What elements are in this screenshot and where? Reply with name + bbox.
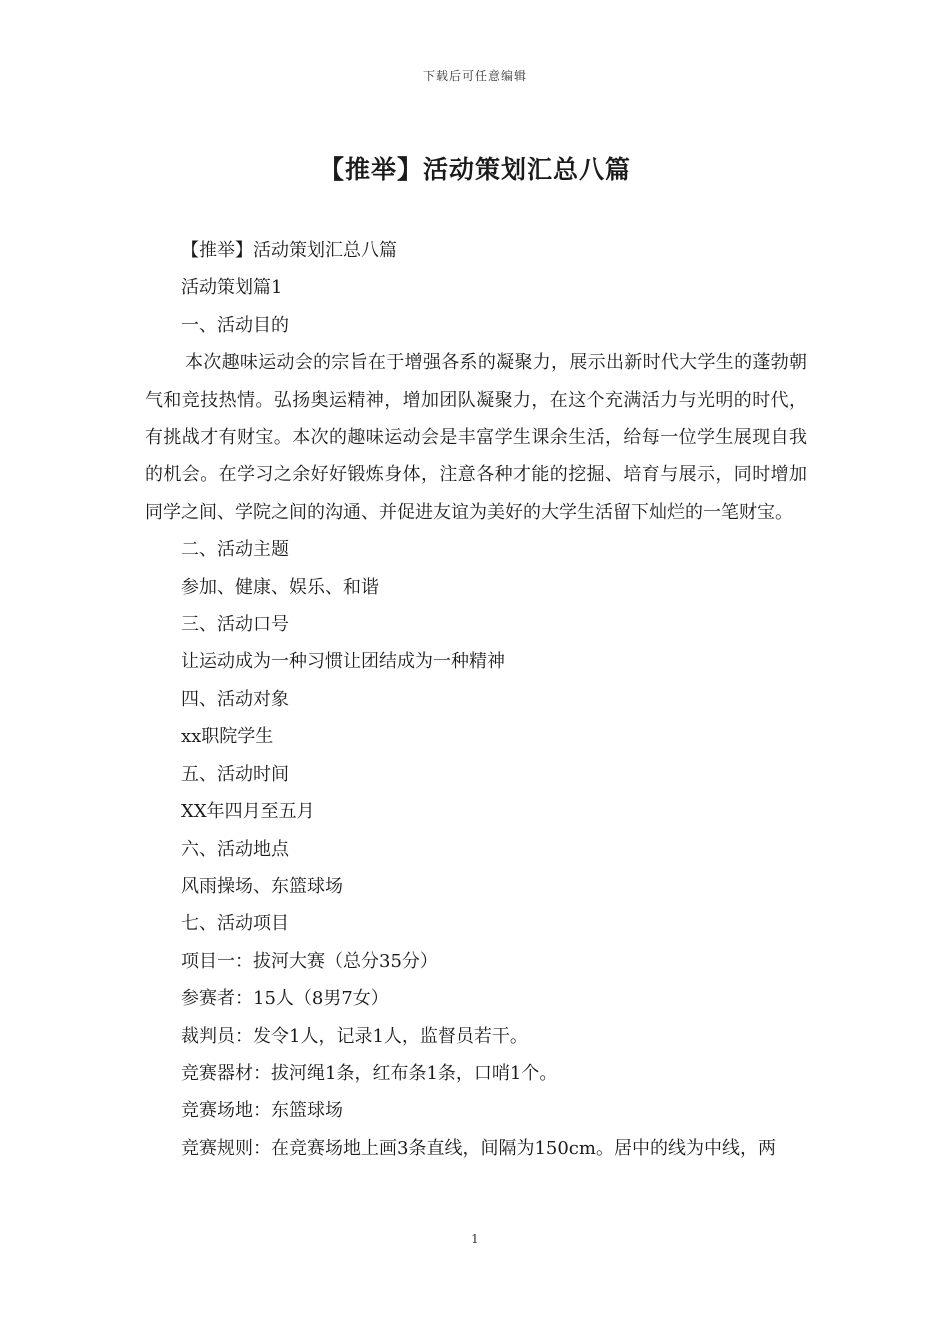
- body-line: xx职院学生: [181, 726, 274, 748]
- section-heading: 六、活动地点: [181, 838, 289, 860]
- section-heading: 一、活动目的: [181, 314, 289, 336]
- header-note: 下载后可任意编辑: [422, 69, 527, 83]
- body-line: 活动策划篇1: [181, 277, 283, 299]
- document-title: 【推举】活动策划汇总八篇: [318, 155, 631, 184]
- section-heading: 二、活动主题: [181, 539, 289, 561]
- body-line: 裁判员：发令1人，记录1人，监督员若干。: [181, 1025, 528, 1047]
- body-line: 【推举】活动策划汇总八篇: [181, 240, 397, 261]
- section-heading: 七、活动项目: [181, 913, 289, 935]
- body-line: 竞赛场地：东篮球场: [181, 1100, 343, 1122]
- body-line: 风雨操场、东篮球场: [181, 875, 343, 897]
- body-line: 竞赛规则：在竞赛场地上画3条直线，间隔为150cm。居中的线为中线，两: [181, 1137, 776, 1159]
- body-line: 项目一：拔河大赛（总分35分）: [181, 950, 438, 972]
- section-heading: 三、活动口号: [181, 614, 289, 636]
- body-paragraph: 本次趣味运动会的宗旨在于增强各系的凝聚力，展示出新时代大学生的蓬勃朝气和竞技热情。弘扬奥运精神，增加团队凝聚力，在这个充满活力与光明的时代，有挑战才有财宝。本次的趣味运动会是丰富学生课余生活，给每一位学生展现自我的机会。在学习之余好好锻炼身体，注意各种才能的挖掘、培育与展示，同时增加同学之间、学院之间的沟通、并促进友谊为美好的大学生活留下灿烂的一笔财宝。: [145, 352, 807, 523]
- body-line: 让运动成为一种习惯让团结成为一种精神: [181, 651, 505, 673]
- page-number: 1: [471, 1232, 479, 1246]
- body-line: 参加、健康、娱乐、和谐: [181, 576, 379, 598]
- body-line: 参赛者：15人（8男7女）: [181, 988, 389, 1010]
- section-heading: 五、活动时间: [181, 763, 289, 785]
- section-heading: 四、活动对象: [181, 688, 289, 710]
- document-body: [145, 232, 807, 1167]
- body-line: 竞赛器材：拔河绳1条，红布条1条，口哨1个。: [181, 1062, 558, 1084]
- body-line: XX年四月至五月: [181, 801, 315, 823]
